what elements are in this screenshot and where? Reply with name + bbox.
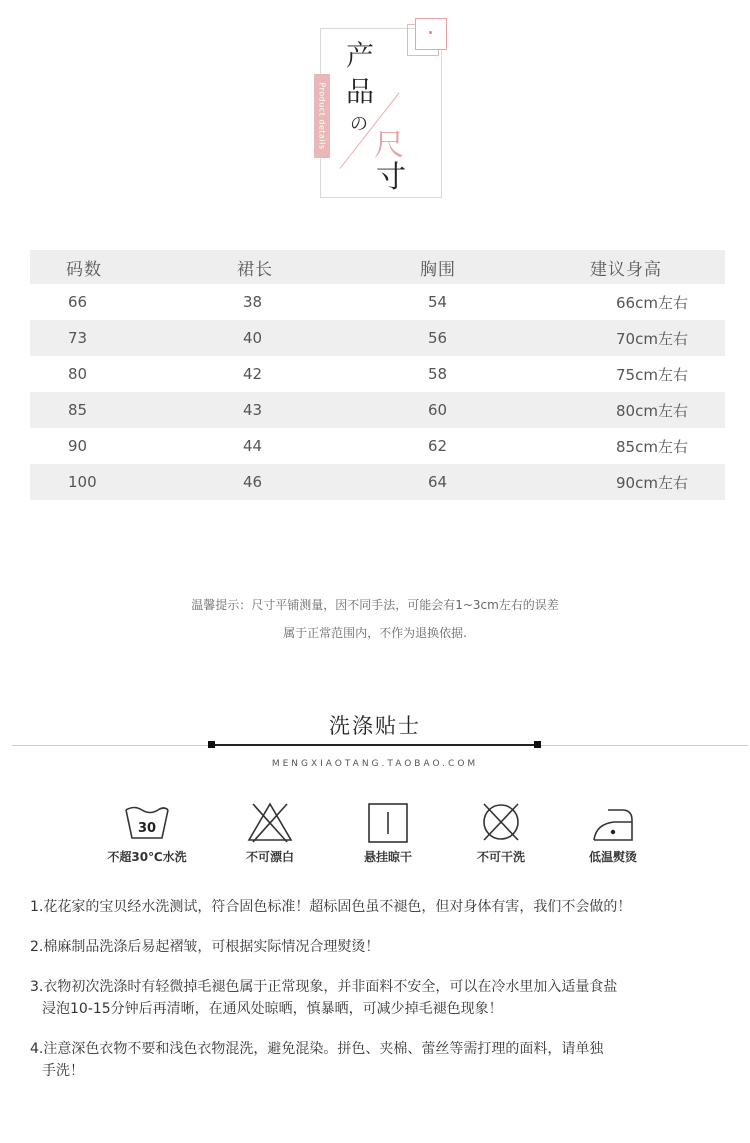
product-details-logo — [312, 18, 452, 200]
cell-height: 70cm左右 — [616, 329, 688, 348]
header-height: 建议身高 — [590, 259, 662, 280]
washing-tips-title: 洗涤贴士 — [329, 714, 421, 738]
logo-char-1: 产 — [346, 39, 375, 72]
tip-text-cont: 手洗！ — [42, 1063, 84, 1079]
care-label: 不超30℃水洗 — [107, 850, 187, 864]
logo-char-3: の — [350, 114, 368, 135]
cell-skirt-length: 46 — [243, 473, 263, 491]
cell-chest: 60 — [428, 401, 448, 419]
care-item-wash — [92, 800, 202, 865]
no-dry-clean-icon — [476, 800, 526, 844]
cell-size: 85 — [68, 401, 88, 419]
care-label: 悬挂晾干 — [363, 850, 412, 864]
care-label: 低温熨烫 — [588, 850, 637, 864]
table-row — [30, 392, 725, 428]
size-table-header — [30, 250, 725, 284]
table-row — [30, 464, 725, 500]
list-item — [30, 896, 730, 918]
cell-size: 73 — [68, 329, 88, 347]
cell-skirt-length: 43 — [243, 401, 263, 419]
tip-text: 2.棉麻制品洗涤后易起褶皱，可根据实际情况合理熨烫！ — [30, 939, 380, 955]
tip-text: 3.衣物初次洗涤时有轻微掉毛褪色属于正常现象，并非面料不安全，可以在冷水里加入适量食盐 — [30, 979, 618, 995]
cell-height: 85cm左右 — [616, 437, 688, 456]
table-row — [30, 320, 725, 356]
shop-url: MENGXIAOTANG.TAOBAO.COM — [271, 759, 479, 769]
cell-chest: 58 — [428, 365, 448, 383]
cell-skirt-length: 44 — [243, 437, 263, 455]
wash-temp-label: 30 — [137, 821, 157, 836]
cell-size: 80 — [68, 365, 88, 383]
care-item-line-dry — [333, 800, 443, 865]
logo-decor-square-dot — [415, 18, 447, 50]
cell-size: 66 — [68, 293, 88, 311]
logo-char-2: 品 — [346, 75, 375, 108]
list-item — [30, 976, 730, 1020]
line-dry-icon — [363, 800, 413, 844]
title-underline — [212, 744, 538, 746]
cell-chest: 62 — [428, 437, 448, 455]
no-bleach-icon — [245, 800, 295, 844]
underline-dot-left — [208, 741, 215, 748]
care-label: 不可干洗 — [476, 850, 525, 864]
wash-30-icon — [122, 800, 172, 844]
cell-height: 66cm左右 — [616, 293, 688, 312]
cell-skirt-length: 40 — [243, 329, 263, 347]
care-item-no-dry-clean — [446, 800, 556, 865]
measurement-notice-2: 属于正常范围内，不作为退换依据. — [283, 626, 467, 640]
header-size: 码数 — [66, 259, 102, 280]
cell-size: 90 — [68, 437, 88, 455]
cell-height: 90cm左右 — [616, 473, 688, 492]
header-skirt-length: 裙长 — [237, 259, 273, 280]
cell-skirt-length: 42 — [243, 365, 263, 383]
logo-char-5: 寸 — [376, 160, 406, 195]
low-iron-icon — [588, 800, 638, 844]
table-row — [30, 428, 725, 464]
care-item-no-bleach — [215, 800, 325, 865]
cell-height: 80cm左右 — [616, 401, 688, 420]
care-label: 不可漂白 — [245, 850, 294, 864]
tip-text: 1.花花家的宝贝经水洗测试，符合固色标准！超标固色虽不褪色，但对身体有害，我们不会做的！ — [30, 899, 632, 915]
care-item-low-iron — [558, 800, 668, 865]
header-chest: 胸围 — [420, 259, 456, 280]
cell-height: 75cm左右 — [616, 365, 688, 384]
cell-skirt-length: 38 — [243, 293, 263, 311]
measurement-notice: 温馨提示：尺寸平铺测量，因不同手法，可能会有1~3cm左右的误差 — [191, 598, 559, 612]
table-row — [30, 284, 725, 320]
list-item — [30, 936, 730, 958]
table-row — [30, 356, 725, 392]
list-item — [30, 1038, 730, 1082]
logo-char-4: 尺 — [374, 128, 404, 163]
cell-chest: 64 — [428, 473, 448, 491]
cell-chest: 56 — [428, 329, 448, 347]
tip-text-cont: 浸泡10-15分钟后再清晰，在通风处晾晒，慎暴晒，可减少掉毛褪色现象！ — [42, 1001, 503, 1017]
size-table — [30, 250, 725, 500]
cell-chest: 54 — [428, 293, 448, 311]
logo-tag: Product details — [314, 74, 330, 158]
cell-size: 100 — [68, 473, 97, 491]
tip-text: 4.注意深色衣物不要和浅色衣物混洗，避免混染。拼色、夹棉、蕾丝等需打理的面料，请单独 — [30, 1041, 604, 1057]
underline-dot-right — [534, 741, 541, 748]
washing-tips-list — [30, 896, 730, 1100]
